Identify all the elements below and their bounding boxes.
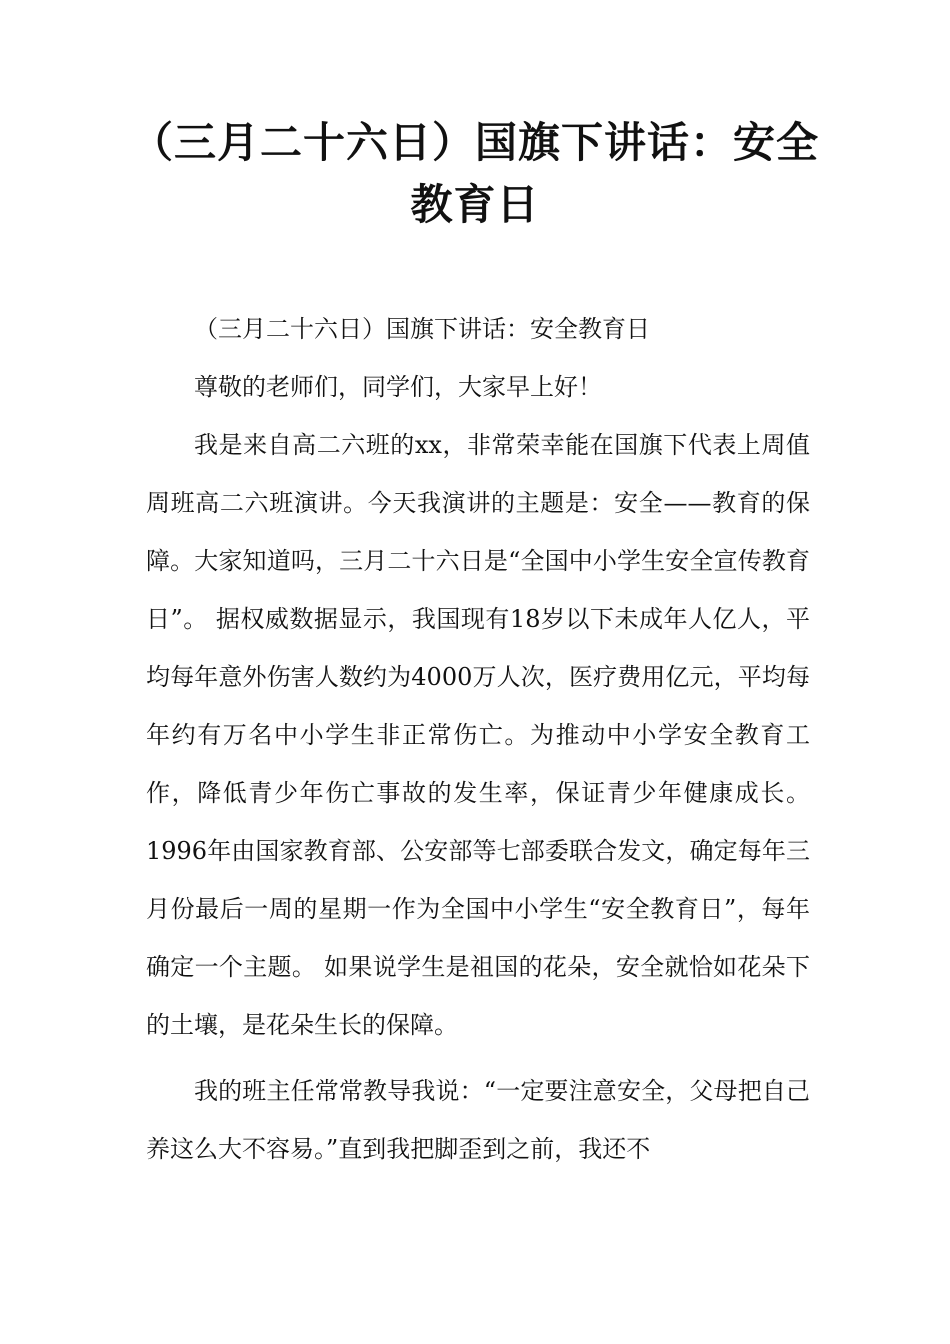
paragraph-subtitle: （三月二十六日）国旗下讲话：安全教育日 bbox=[194, 315, 650, 343]
paragraph-introduction: 我是来自高二六班的xx，非常荣幸能在国旗下代表上周值周班高二六班演讲。今天我演讲的主题是：安全——教育的保障。大家知道吗，三月二十六日是“全国中小学生安全宣传教育日”。 据权威数据显示，我国现有18岁以下未成年人亿人，平均每年意外伤害人数约为4000万人次，医疗费用亿元，平均每年约有万名中小学生非正常伤亡。为推动中小学安全教育工作，降低青少年伤亡事故的发生率，保证青少年健康成长。1996年由国家教育部、公安部等七部委联合发文，确定每年三月份最后一周的星期一作为全国中小学生“安全教育日”，每年确定一个主题。 如果说学生是祖国的花朵，安全就恰如花朵下的土壤，是花朵生长的保障。 bbox=[146, 431, 810, 1039]
paragraph-teacher-advice: 我的班主任常常教导我说：“一定要注意安全，父母把自己养这么大不容易。”直到我把脚歪到之前，我还不 bbox=[146, 1077, 810, 1163]
paragraph-greeting: 尊敬的老师们，同学们，大家早上好！ bbox=[194, 373, 602, 401]
document-body bbox=[146, 300, 810, 1178]
document-title: （三月二十六日）国旗下讲话：安全教育日 bbox=[130, 118, 819, 229]
